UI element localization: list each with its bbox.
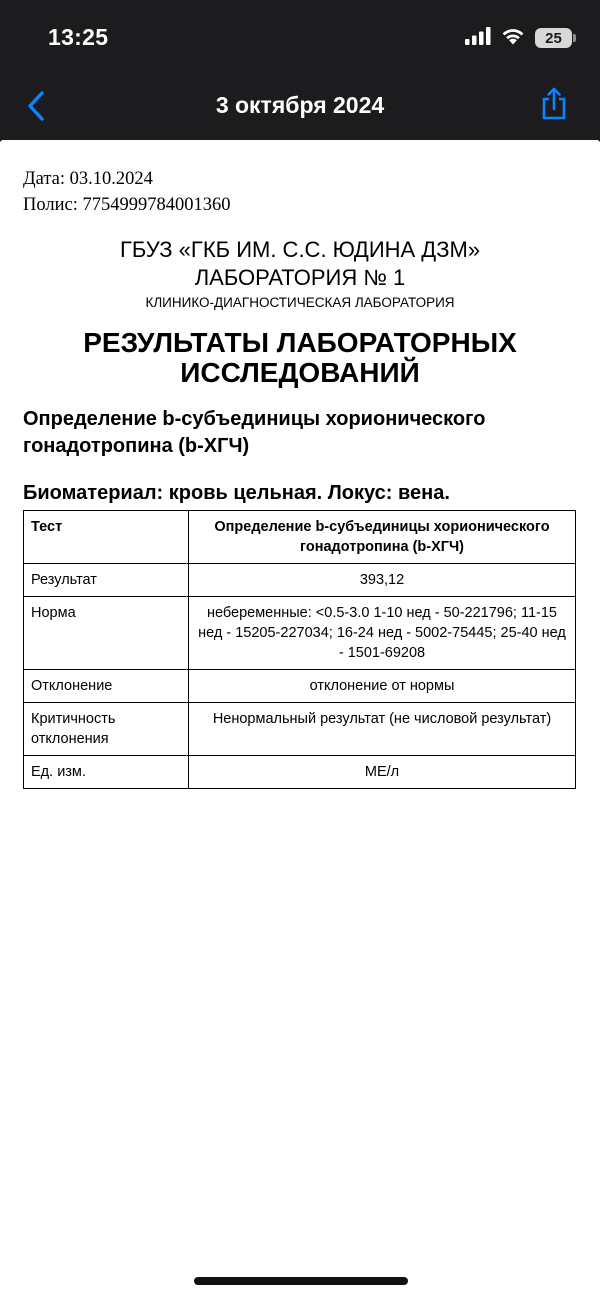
biomaterial: Биоматериал: кровь цельная. Локус: вена. [23, 482, 450, 504]
navigation-bar [0, 76, 600, 138]
table-header-row [24, 511, 576, 564]
organization-header [0, 236, 600, 313]
row-value: МЕ/л [189, 756, 576, 789]
table-row-units [24, 756, 576, 789]
status-bar [0, 0, 600, 76]
status-time: 13:25 [48, 24, 109, 50]
table-row-deviation [24, 670, 576, 703]
share-button[interactable] [534, 84, 574, 124]
row-label: Результат [24, 564, 189, 597]
organization-name: ГБУЗ «ГКБ ИМ. С.С. ЮДИНА ДЗМ» [119, 237, 481, 262]
lab-results-document[interactable] [0, 140, 600, 1297]
laboratory-name: ЛАБОРАТОРИЯ № 1 [194, 265, 406, 290]
battery-icon [535, 28, 572, 48]
test-name: Определение b-субъединицы хорионического гонадотропина (b-ХГЧ) [23, 408, 486, 457]
home-indicator[interactable] [194, 1277, 408, 1285]
date-line: Дата: 03.10.2024 [23, 169, 153, 189]
table-row-result [24, 564, 576, 597]
table-row-norm [24, 597, 576, 670]
document-title-line-2: ИССЛЕДОВАНИЙ [180, 357, 420, 388]
status-icons [465, 26, 572, 50]
row-label: Норма [24, 597, 189, 670]
row-value: Ненормальный результат (не числовой результат) [189, 703, 576, 756]
row-value: 393,12 [189, 564, 576, 597]
results-table [23, 510, 576, 789]
row-label: Ед. изм. [24, 756, 189, 789]
wifi-icon [501, 27, 525, 50]
table-header-test: Тест [24, 511, 189, 564]
laboratory-subtitle: КЛИНИКО-ДИАГНОСТИЧЕСКАЯ ЛАБОРАТОРИЯ [145, 295, 455, 310]
page-title: 3 октября 2024 [215, 92, 385, 118]
table-header-name: Определение b-субъединицы хорионического гонадотропина (b-ХГЧ) [189, 511, 576, 564]
document-title [0, 328, 600, 388]
row-value: отклонение от нормы [189, 670, 576, 703]
row-label: Отклонение [24, 670, 189, 703]
document-meta [23, 166, 230, 218]
row-label: Критичность отклонения [24, 703, 189, 756]
row-value: небеременные: <0.5-3.0 1-10 нед - 50-221796; 11-15 нед - 15205-227034; 16-24 нед - 5002-75445; 25-40 нед - 1501-69208 [189, 597, 576, 670]
table-row-criticality [24, 703, 576, 756]
share-icon [540, 87, 568, 121]
battery-level: 25 [545, 29, 562, 47]
policy-line: Полис: 7754999784001360 [23, 195, 231, 215]
document-title-line-1: РЕЗУЛЬТАТЫ ЛАБОРАТОРНЫХ [83, 327, 517, 358]
signal-icon [465, 27, 491, 50]
